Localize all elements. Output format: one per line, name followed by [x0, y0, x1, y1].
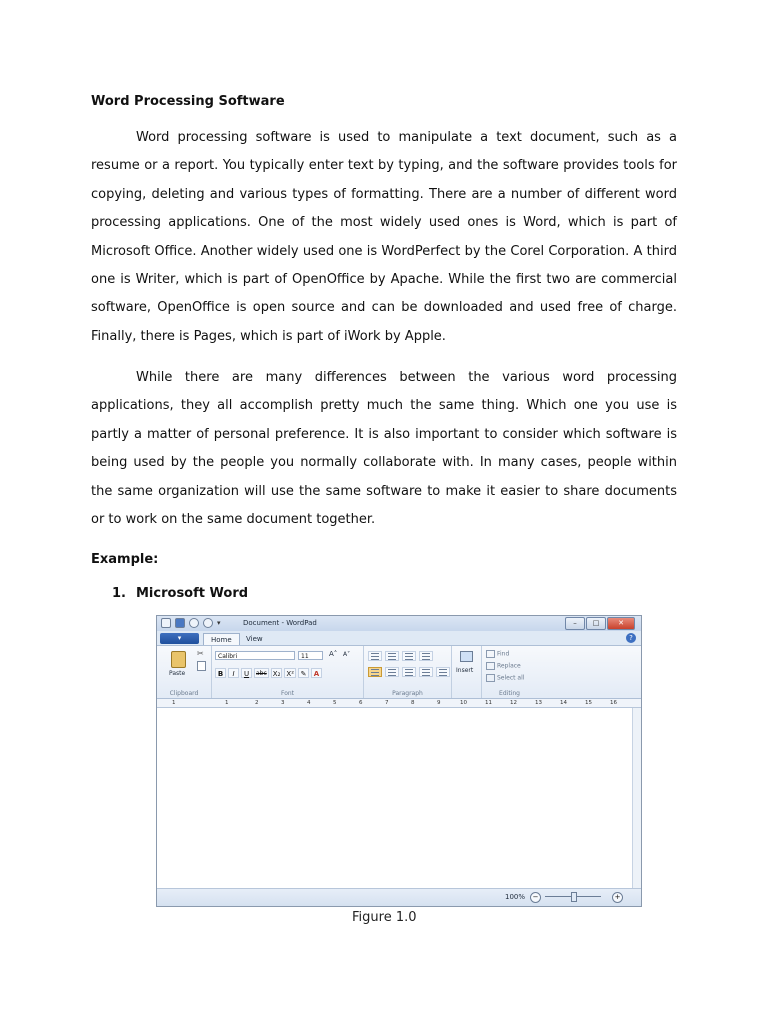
tab-home: Home	[203, 633, 240, 645]
maximize-icon: □	[586, 617, 606, 630]
insert-label: Insert	[456, 667, 474, 674]
ruler-mark: 4	[307, 700, 311, 706]
paste-icon	[171, 651, 186, 668]
format-buttons	[215, 668, 322, 678]
font-size-box: 11	[298, 651, 323, 660]
decrease-indent-icon	[368, 651, 382, 661]
list-text: Microsoft Word	[136, 586, 249, 601]
select-all-item	[486, 674, 524, 682]
document-canvas	[157, 708, 641, 889]
paragraph-2: While there are many differences between the various word processing applications, they all accomplish pretty much the same thing. Which one you use is partly a matter of personal preference. It is also important to consider which software is being used by the people you normally collaborate with. In many cases, people within the same organization will use the same software to make it easier to share documents or to work on the same document together.	[91, 370, 677, 528]
cut-icon: ✂	[197, 649, 204, 658]
paragraph-row-2	[368, 667, 450, 677]
align-center-icon	[385, 667, 399, 677]
paragraph-settings-icon	[436, 667, 450, 677]
ruler-mark: 1	[172, 700, 176, 706]
ruler-mark: 1	[225, 700, 229, 706]
italic-icon: I	[228, 668, 239, 678]
grow-font-icon: A˄	[329, 650, 338, 658]
tab-view: View	[246, 635, 263, 643]
ruler-mark: 16	[610, 700, 617, 706]
app-icon	[161, 618, 171, 628]
underline-icon: U	[241, 668, 252, 678]
editing-group	[482, 646, 537, 698]
minimize-icon: –	[565, 617, 585, 630]
find-label: Find	[497, 650, 510, 658]
superscript-icon: X²	[286, 670, 295, 678]
ribbon-tabbar	[157, 631, 641, 645]
undo-icon	[189, 618, 199, 628]
increase-indent-icon	[385, 651, 399, 661]
insert-picture-icon	[460, 651, 473, 662]
ruler-mark: 10	[460, 700, 467, 706]
window-title: Document - WordPad	[243, 619, 317, 627]
paragraph-group	[364, 646, 452, 698]
wordpad-screenshot	[156, 615, 642, 907]
replace-item	[486, 662, 521, 670]
insert-group	[452, 646, 482, 698]
window-controls	[565, 617, 635, 630]
replace-icon	[486, 662, 495, 670]
ruler-mark: 8	[411, 700, 415, 706]
figure-caption: Figure 1.0	[352, 910, 417, 925]
copy-icon	[197, 661, 206, 671]
redo-icon	[203, 618, 213, 628]
paste-label: Paste	[169, 670, 186, 677]
select-all-label: Select all	[497, 674, 525, 682]
ruler-mark: 12	[510, 700, 517, 706]
document-title: Word Processing Software	[91, 94, 285, 109]
font-name-box: Calibri	[215, 651, 295, 660]
subscript-icon: X₂	[272, 670, 281, 678]
bullets-icon	[402, 651, 416, 661]
ruler-mark: 13	[535, 700, 542, 706]
font-group	[212, 646, 364, 698]
ruler-mark: 2	[255, 700, 259, 706]
ribbon	[157, 645, 641, 699]
editing-group-label: Editing	[499, 690, 520, 697]
ruler-mark: 14	[560, 700, 567, 706]
paragraph-1: Word processing software is used to manipulate a text document, such as a resume or a report. You typically enter text by typing, and the software provides tools for copying, deleting and various types of formatting. There are a number of different word processing applications. One of the most widely used ones is Word, which is part of Microsoft Office. Another widely used one is WordPerfect by the Corel Corporation. A third one is Writer, which is part of OpenOffice by Apache. While the first two are commercial software, OpenOffice is open source and can be downloaded and used free of charge. Finally, there is Pages, which is part of iWork by Apple.	[91, 130, 677, 344]
list-number: 1.	[112, 586, 126, 601]
justify-icon	[419, 667, 433, 677]
customize-dropdown-icon: ▾	[217, 619, 221, 627]
font-group-label: Font	[280, 690, 295, 697]
window-titlebar	[157, 616, 641, 631]
vertical-scrollbar	[632, 708, 641, 888]
paragraph-row-1	[368, 651, 433, 661]
list-item	[112, 586, 248, 601]
highlight-icon: ✎	[298, 668, 309, 678]
ruler-mark: 5	[333, 700, 337, 706]
ruler-mark: 7	[385, 700, 389, 706]
zoom-in-icon: +	[612, 892, 623, 903]
clipboard-group	[157, 646, 212, 698]
replace-label: Replace	[497, 662, 521, 670]
zoom-level: 100%	[505, 893, 526, 901]
ruler-mark: 11	[485, 700, 492, 706]
close-icon: ✕	[607, 617, 635, 630]
ruler-mark: 15	[585, 700, 592, 706]
ruler-mark: 6	[359, 700, 363, 706]
save-icon	[175, 618, 185, 628]
line-spacing-icon	[419, 651, 433, 661]
help-icon: ?	[626, 633, 636, 643]
align-right-icon	[402, 667, 416, 677]
find-item	[486, 650, 509, 658]
font-color-icon: A	[311, 668, 322, 678]
ruler	[157, 699, 641, 708]
paragraph-group-label: Paragraph	[392, 690, 423, 697]
example-label: Example:	[91, 552, 159, 567]
quick-access-toolbar	[161, 618, 225, 628]
ruler-mark: 9	[437, 700, 441, 706]
zoom-out-icon: −	[530, 892, 541, 903]
strikethrough-icon: abc	[256, 670, 267, 677]
align-left-icon	[368, 667, 382, 677]
clipboard-group-label: Clipboard	[169, 690, 199, 697]
app-menu-button: ▾	[160, 633, 199, 644]
find-icon	[486, 650, 495, 658]
select-all-icon	[486, 674, 495, 682]
shrink-font-icon: A˅	[343, 651, 351, 658]
bold-icon: B	[215, 668, 226, 678]
status-bar	[157, 889, 641, 906]
zoom-slider-thumb	[571, 892, 577, 902]
ruler-mark: 3	[281, 700, 285, 706]
